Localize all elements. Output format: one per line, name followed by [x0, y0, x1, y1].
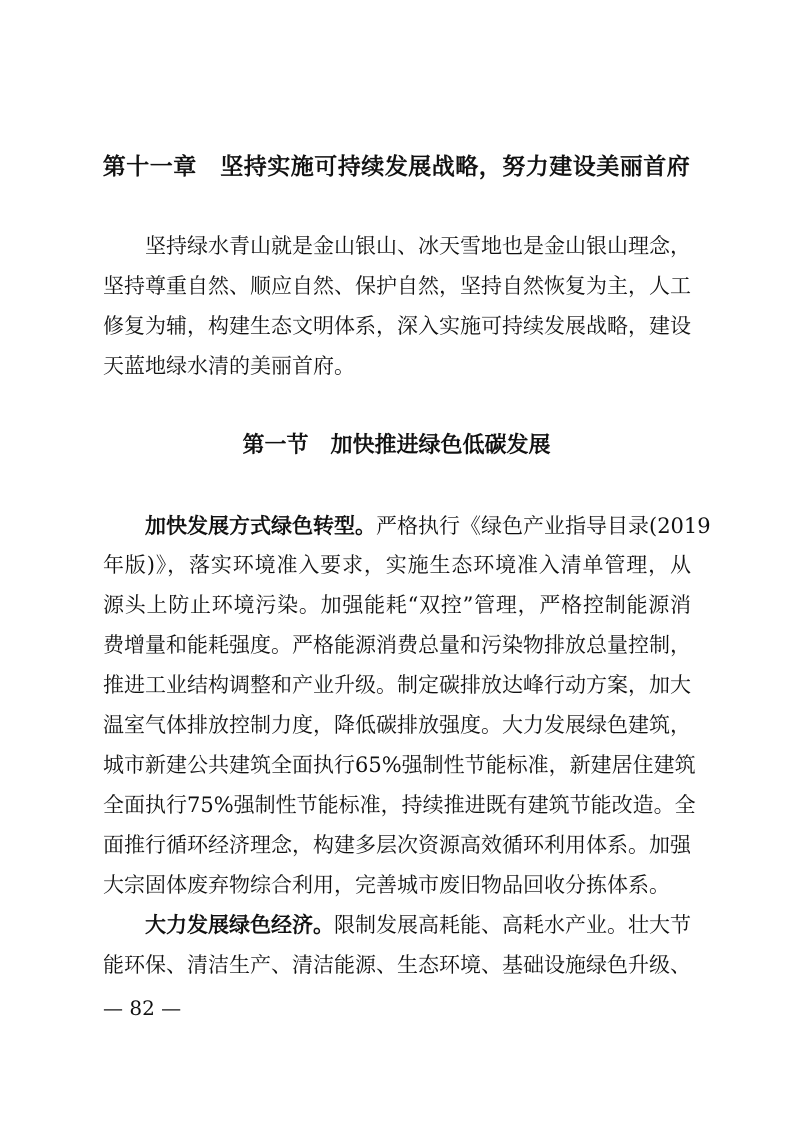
paragraph-line: 修复为辅，构建生态文明体系，深入实施可持续发展战略，建设: [103, 314, 691, 338]
paragraph-line: [103, 511, 711, 541]
paragraph-line: 能环保、清洁生产、清洁能源、生态环境、基础设施绿色升级、: [103, 953, 691, 977]
section-title: 第一节 加快推进绿色低碳发展: [242, 432, 551, 458]
paragraph-line: 温室气体排放控制力度，降低碳排放强度。大力发展绿色建筑，: [103, 713, 691, 737]
paragraph-line: 面推行循环经济理念，构建多层次资源高效循环利用体系。加强: [103, 833, 691, 857]
paragraph-line: 坚持尊重自然、顺应自然、保护自然，坚持自然恢复为主，人工: [103, 274, 691, 298]
page-number: — 82 —: [103, 996, 182, 1020]
paragraph-text: 严格执行《绿色产业指导目录(2019: [376, 514, 711, 538]
paragraph-heading: 加快发展方式绿色转型。: [145, 513, 376, 538]
paragraph-line: 费增量和能耗强度。严格能源消费总量和污染物排放总量控制，: [103, 633, 691, 657]
paragraph-line: 大宗固体废弃物综合利用，完善城市废旧物品回收分拣体系。: [103, 873, 670, 897]
chapter-title: 第十一章 坚持实施可持续发展战略，努力建设美丽首府: [102, 153, 691, 180]
paragraph-line: 坚持绿水青山就是金山银山、冰天雪地也是金山银山理念，: [145, 234, 691, 258]
paragraph-line: [103, 910, 691, 940]
paragraph-line: 天蓝地绿水清的美丽首府。: [103, 354, 355, 378]
paragraph-line: 全面执行75%强制性节能标准，持续推进既有建筑节能改造。全: [103, 793, 696, 817]
paragraph-line: 源头上防止环境污染。加强能耗“双控”管理，严格控制能源消: [103, 593, 691, 617]
paragraph-line: 年版)》，落实环境准入要求，实施生态环境准入清单管理，从: [103, 553, 691, 577]
paragraph-heading: 大力发展绿色经济。: [145, 912, 334, 937]
paragraph-text: 限制发展高耗能、高耗水产业。壮大节: [334, 913, 691, 937]
paragraph-line: 推进工业结构调整和产业升级。制定碳排放达峰行动方案，加大: [103, 673, 691, 697]
paragraph-line: 城市新建公共建筑全面执行65%强制性节能标准，新建居住建筑: [103, 753, 696, 777]
